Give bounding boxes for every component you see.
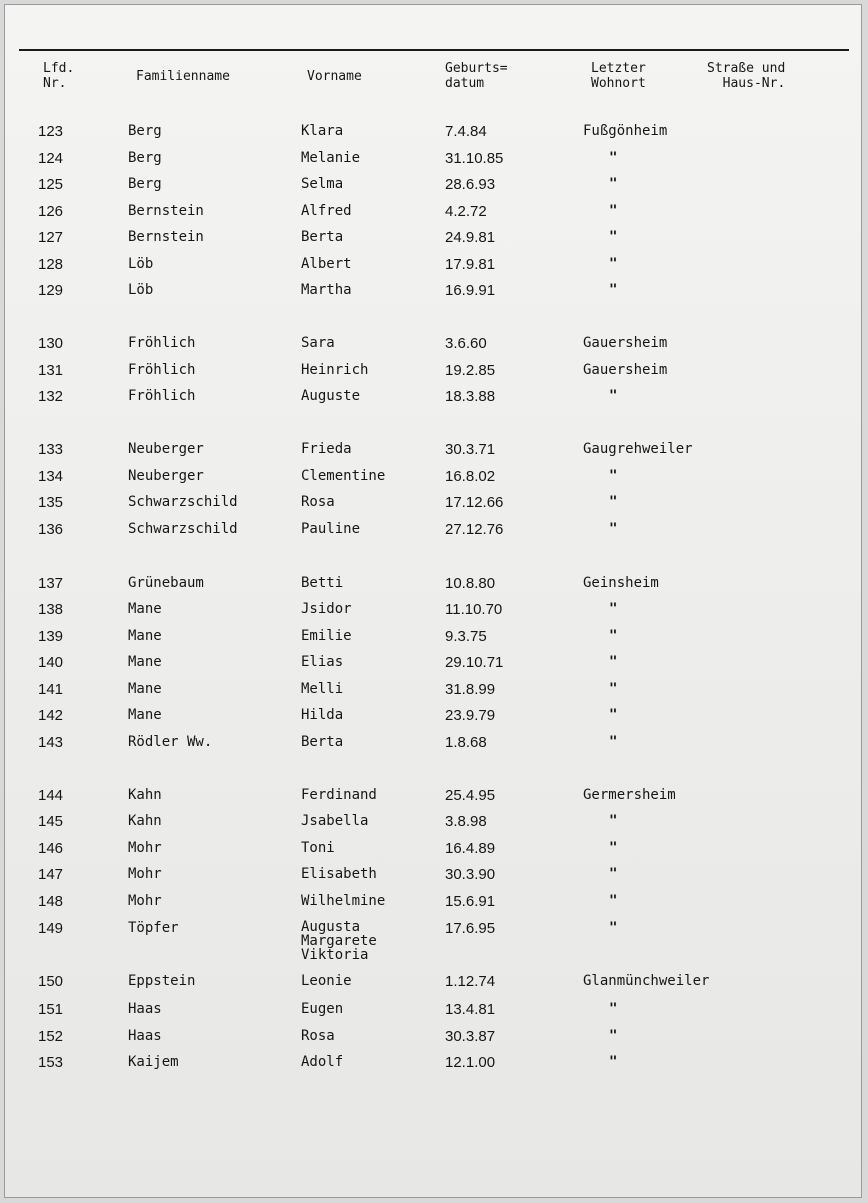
birth-date: 9.3.75 <box>445 628 487 645</box>
birth-date: 24.9.81 <box>445 229 496 246</box>
row-number: 132 <box>38 388 64 405</box>
birth-date: 19.2.85 <box>445 362 496 379</box>
first-name: Klara <box>301 123 344 139</box>
last-residence: " <box>609 920 618 936</box>
birth-date: 16.8.02 <box>445 468 496 485</box>
last-residence: " <box>609 150 618 166</box>
first-name: Jsabella <box>301 813 369 829</box>
row-number: 142 <box>38 707 64 724</box>
table-row <box>5 150 865 170</box>
birth-date: 1.12.74 <box>445 973 496 990</box>
first-name: Hilda <box>301 707 344 723</box>
family-name: Kaijem <box>128 1054 179 1070</box>
document-page <box>4 4 862 1198</box>
table-row <box>5 866 865 886</box>
table-row <box>5 521 865 541</box>
birth-date: 30.3.71 <box>445 441 496 458</box>
last-residence: Gauersheim <box>583 335 668 351</box>
family-name: Löb <box>128 282 154 298</box>
last-residence: " <box>609 256 618 272</box>
table-row <box>5 787 865 807</box>
row-number: 128 <box>38 256 64 273</box>
first-name: Melli <box>301 681 344 697</box>
last-residence: " <box>609 203 618 219</box>
family-name: Neuberger <box>128 468 204 484</box>
last-residence: " <box>609 654 618 670</box>
last-residence: " <box>609 521 618 537</box>
birth-date: 11.10.70 <box>445 601 503 618</box>
first-name: Heinrich <box>301 362 369 378</box>
table-row <box>5 575 865 595</box>
birth-date: 30.3.90 <box>445 866 496 883</box>
last-residence: " <box>609 282 618 298</box>
row-number: 136 <box>38 521 64 538</box>
last-residence: " <box>609 388 618 404</box>
family-name: Mohr <box>128 866 162 882</box>
family-name: Berg <box>128 176 162 192</box>
last-residence: Fußgönheim <box>583 123 668 139</box>
row-number: 134 <box>38 468 64 485</box>
family-name: Haas <box>128 1001 162 1017</box>
family-name: Bernstein <box>128 229 204 245</box>
header-geburtsdatum: Geburts= datum <box>445 61 508 91</box>
row-number: 150 <box>38 973 64 990</box>
row-number: 140 <box>38 654 64 671</box>
family-name: Mane <box>128 707 162 723</box>
family-name: Löb <box>128 256 154 272</box>
table-row <box>5 282 865 302</box>
table-row <box>5 681 865 701</box>
row-number: 137 <box>38 575 64 592</box>
family-name: Berg <box>128 123 162 139</box>
row-number: 133 <box>38 441 64 458</box>
last-residence: " <box>609 494 618 510</box>
row-number: 130 <box>38 335 64 352</box>
family-name: Mane <box>128 601 162 617</box>
first-name: Wilhelmine <box>301 893 386 909</box>
table-row <box>5 840 865 860</box>
birth-date: 16.4.89 <box>445 840 496 857</box>
first-name: Toni <box>301 840 335 856</box>
row-number: 141 <box>38 681 64 698</box>
row-number: 146 <box>38 840 64 857</box>
first-name: Rosa <box>301 1028 335 1044</box>
row-number: 148 <box>38 893 64 910</box>
birth-date: 16.9.91 <box>445 282 496 299</box>
row-number: 124 <box>38 150 64 167</box>
table-row <box>5 1054 865 1074</box>
table-row <box>5 973 865 993</box>
row-number: 143 <box>38 734 64 751</box>
row-number: 125 <box>38 176 64 193</box>
first-name: Sara <box>301 335 335 351</box>
table-row <box>5 441 865 461</box>
first-name: Rosa <box>301 494 335 510</box>
table-row <box>5 734 865 754</box>
family-name: Neuberger <box>128 441 204 457</box>
first-name: Auguste <box>301 388 361 404</box>
first-name: Adolf <box>301 1054 344 1070</box>
family-name: Mane <box>128 654 162 670</box>
row-number: 149 <box>38 920 64 937</box>
table-row <box>5 707 865 727</box>
table-row <box>5 813 865 833</box>
row-number: 126 <box>38 203 64 220</box>
header-strasse-haus-nr: Straße und Haus-Nr. <box>707 61 786 91</box>
last-residence: " <box>609 707 618 723</box>
first-name: Emilie <box>301 628 352 644</box>
row-number: 153 <box>38 1054 64 1071</box>
family-name: Haas <box>128 1028 162 1044</box>
family-name: Schwarzschild <box>128 521 238 537</box>
family-name: Rödler Ww. <box>128 734 213 750</box>
first-name: Pauline <box>301 521 361 537</box>
family-name: Fröhlich <box>128 388 196 404</box>
birth-date: 23.9.79 <box>445 707 496 724</box>
header-vorname: Vorname <box>307 69 362 84</box>
first-name: Betti <box>301 575 344 591</box>
row-number: 138 <box>38 601 64 618</box>
table-row <box>5 388 865 408</box>
row-number: 139 <box>38 628 64 645</box>
first-name: Elisabeth <box>301 866 377 882</box>
first-name: Alfred <box>301 203 352 219</box>
family-name: Kahn <box>128 813 162 829</box>
family-name: Mane <box>128 628 162 644</box>
row-number: 123 <box>38 123 64 140</box>
birth-date: 31.10.85 <box>445 150 504 167</box>
row-number: 152 <box>38 1028 64 1045</box>
family-name: Bernstein <box>128 203 204 219</box>
birth-date: 27.12.76 <box>445 521 504 538</box>
last-residence: " <box>609 601 618 617</box>
table-row <box>5 1028 865 1048</box>
last-residence: " <box>609 734 618 750</box>
first-name: Augusta Margarete Viktoria <box>301 919 377 963</box>
table-row <box>5 1001 865 1021</box>
row-number: 147 <box>38 866 64 883</box>
header-familienname: Familienname <box>136 69 230 84</box>
first-name: Albert <box>301 256 352 272</box>
birth-date: 10.8.80 <box>445 575 496 592</box>
last-residence: Germersheim <box>583 787 676 803</box>
row-number: 129 <box>38 282 64 299</box>
row-number: 144 <box>38 787 64 804</box>
birth-date: 15.6.91 <box>445 893 496 910</box>
first-name: Eugen <box>301 1001 344 1017</box>
family-name: Eppstein <box>128 973 196 989</box>
family-name: Mohr <box>128 893 162 909</box>
birth-date: 3.6.60 <box>445 335 487 352</box>
family-name: Fröhlich <box>128 335 196 351</box>
last-residence: " <box>609 176 618 192</box>
table-row <box>5 256 865 276</box>
birth-date: 12.1.00 <box>445 1054 496 1071</box>
table-row <box>5 893 865 913</box>
family-name: Schwarzschild <box>128 494 238 510</box>
family-name: Mane <box>128 681 162 697</box>
first-name: Jsidor <box>301 601 352 617</box>
birth-date: 18.3.88 <box>445 388 496 405</box>
table-row <box>5 494 865 514</box>
family-name: Berg <box>128 150 162 166</box>
birth-date: 30.3.87 <box>445 1028 496 1045</box>
table-row <box>5 362 865 382</box>
table-row <box>5 176 865 196</box>
first-name: Frieda <box>301 441 352 457</box>
table-row <box>5 628 865 648</box>
last-residence: " <box>609 628 618 644</box>
header-rule <box>19 49 849 51</box>
last-residence: " <box>609 681 618 697</box>
birth-date: 29.10.71 <box>445 654 504 671</box>
birth-date: 3.8.98 <box>445 813 487 830</box>
row-number: 151 <box>38 1001 64 1018</box>
family-name: Fröhlich <box>128 362 196 378</box>
birth-date: 17.12.66 <box>445 494 504 511</box>
table-row <box>5 123 865 143</box>
last-residence: Gaugrehweiler <box>583 441 693 457</box>
family-name: Töpfer <box>128 920 179 936</box>
header-letzter-wohnort: Letzter Wohnort <box>591 61 646 91</box>
row-number: 131 <box>38 362 64 379</box>
family-name: Grünebaum <box>128 575 204 591</box>
last-residence: " <box>609 1054 618 1070</box>
last-residence: " <box>609 893 618 909</box>
row-number: 145 <box>38 813 64 830</box>
first-name: Berta <box>301 734 344 750</box>
birth-date: 31.8.99 <box>445 681 496 698</box>
first-name: Berta <box>301 229 344 245</box>
row-number: 127 <box>38 229 64 246</box>
birth-date: 4.2.72 <box>445 203 487 220</box>
birth-date: 25.4.95 <box>445 787 496 804</box>
table-row <box>5 335 865 355</box>
table-row <box>5 654 865 674</box>
last-residence: Gauersheim <box>583 362 668 378</box>
last-residence: " <box>609 1028 618 1044</box>
table-row <box>5 601 865 621</box>
table-row <box>5 203 865 223</box>
last-residence: " <box>609 866 618 882</box>
first-name: Melanie <box>301 150 361 166</box>
last-residence: Geinsheim <box>583 575 659 591</box>
birth-date: 28.6.93 <box>445 176 496 193</box>
family-name: Kahn <box>128 787 162 803</box>
last-residence: " <box>609 813 618 829</box>
birth-date: 17.6.95 <box>445 920 496 937</box>
birth-date: 13.4.81 <box>445 1001 496 1018</box>
first-name: Elias <box>301 654 344 670</box>
birth-date: 7.4.84 <box>445 123 487 140</box>
last-residence: " <box>609 229 618 245</box>
first-name: Ferdinand <box>301 787 377 803</box>
birth-date: 17.9.81 <box>445 256 496 273</box>
last-residence: " <box>609 468 618 484</box>
birth-date: 1.8.68 <box>445 734 487 751</box>
first-name: Martha <box>301 282 352 298</box>
last-residence: Glanmünchweiler <box>583 973 710 989</box>
row-number: 135 <box>38 494 64 511</box>
table-row <box>5 919 865 963</box>
first-name: Leonie <box>301 973 352 989</box>
table-row <box>5 468 865 488</box>
family-name: Mohr <box>128 840 162 856</box>
first-name: Selma <box>301 176 344 192</box>
last-residence: " <box>609 1001 618 1017</box>
first-name: Clementine <box>301 468 386 484</box>
header-lfd-nr: Lfd. Nr. <box>43 61 75 91</box>
last-residence: " <box>609 840 618 856</box>
table-row <box>5 229 865 249</box>
